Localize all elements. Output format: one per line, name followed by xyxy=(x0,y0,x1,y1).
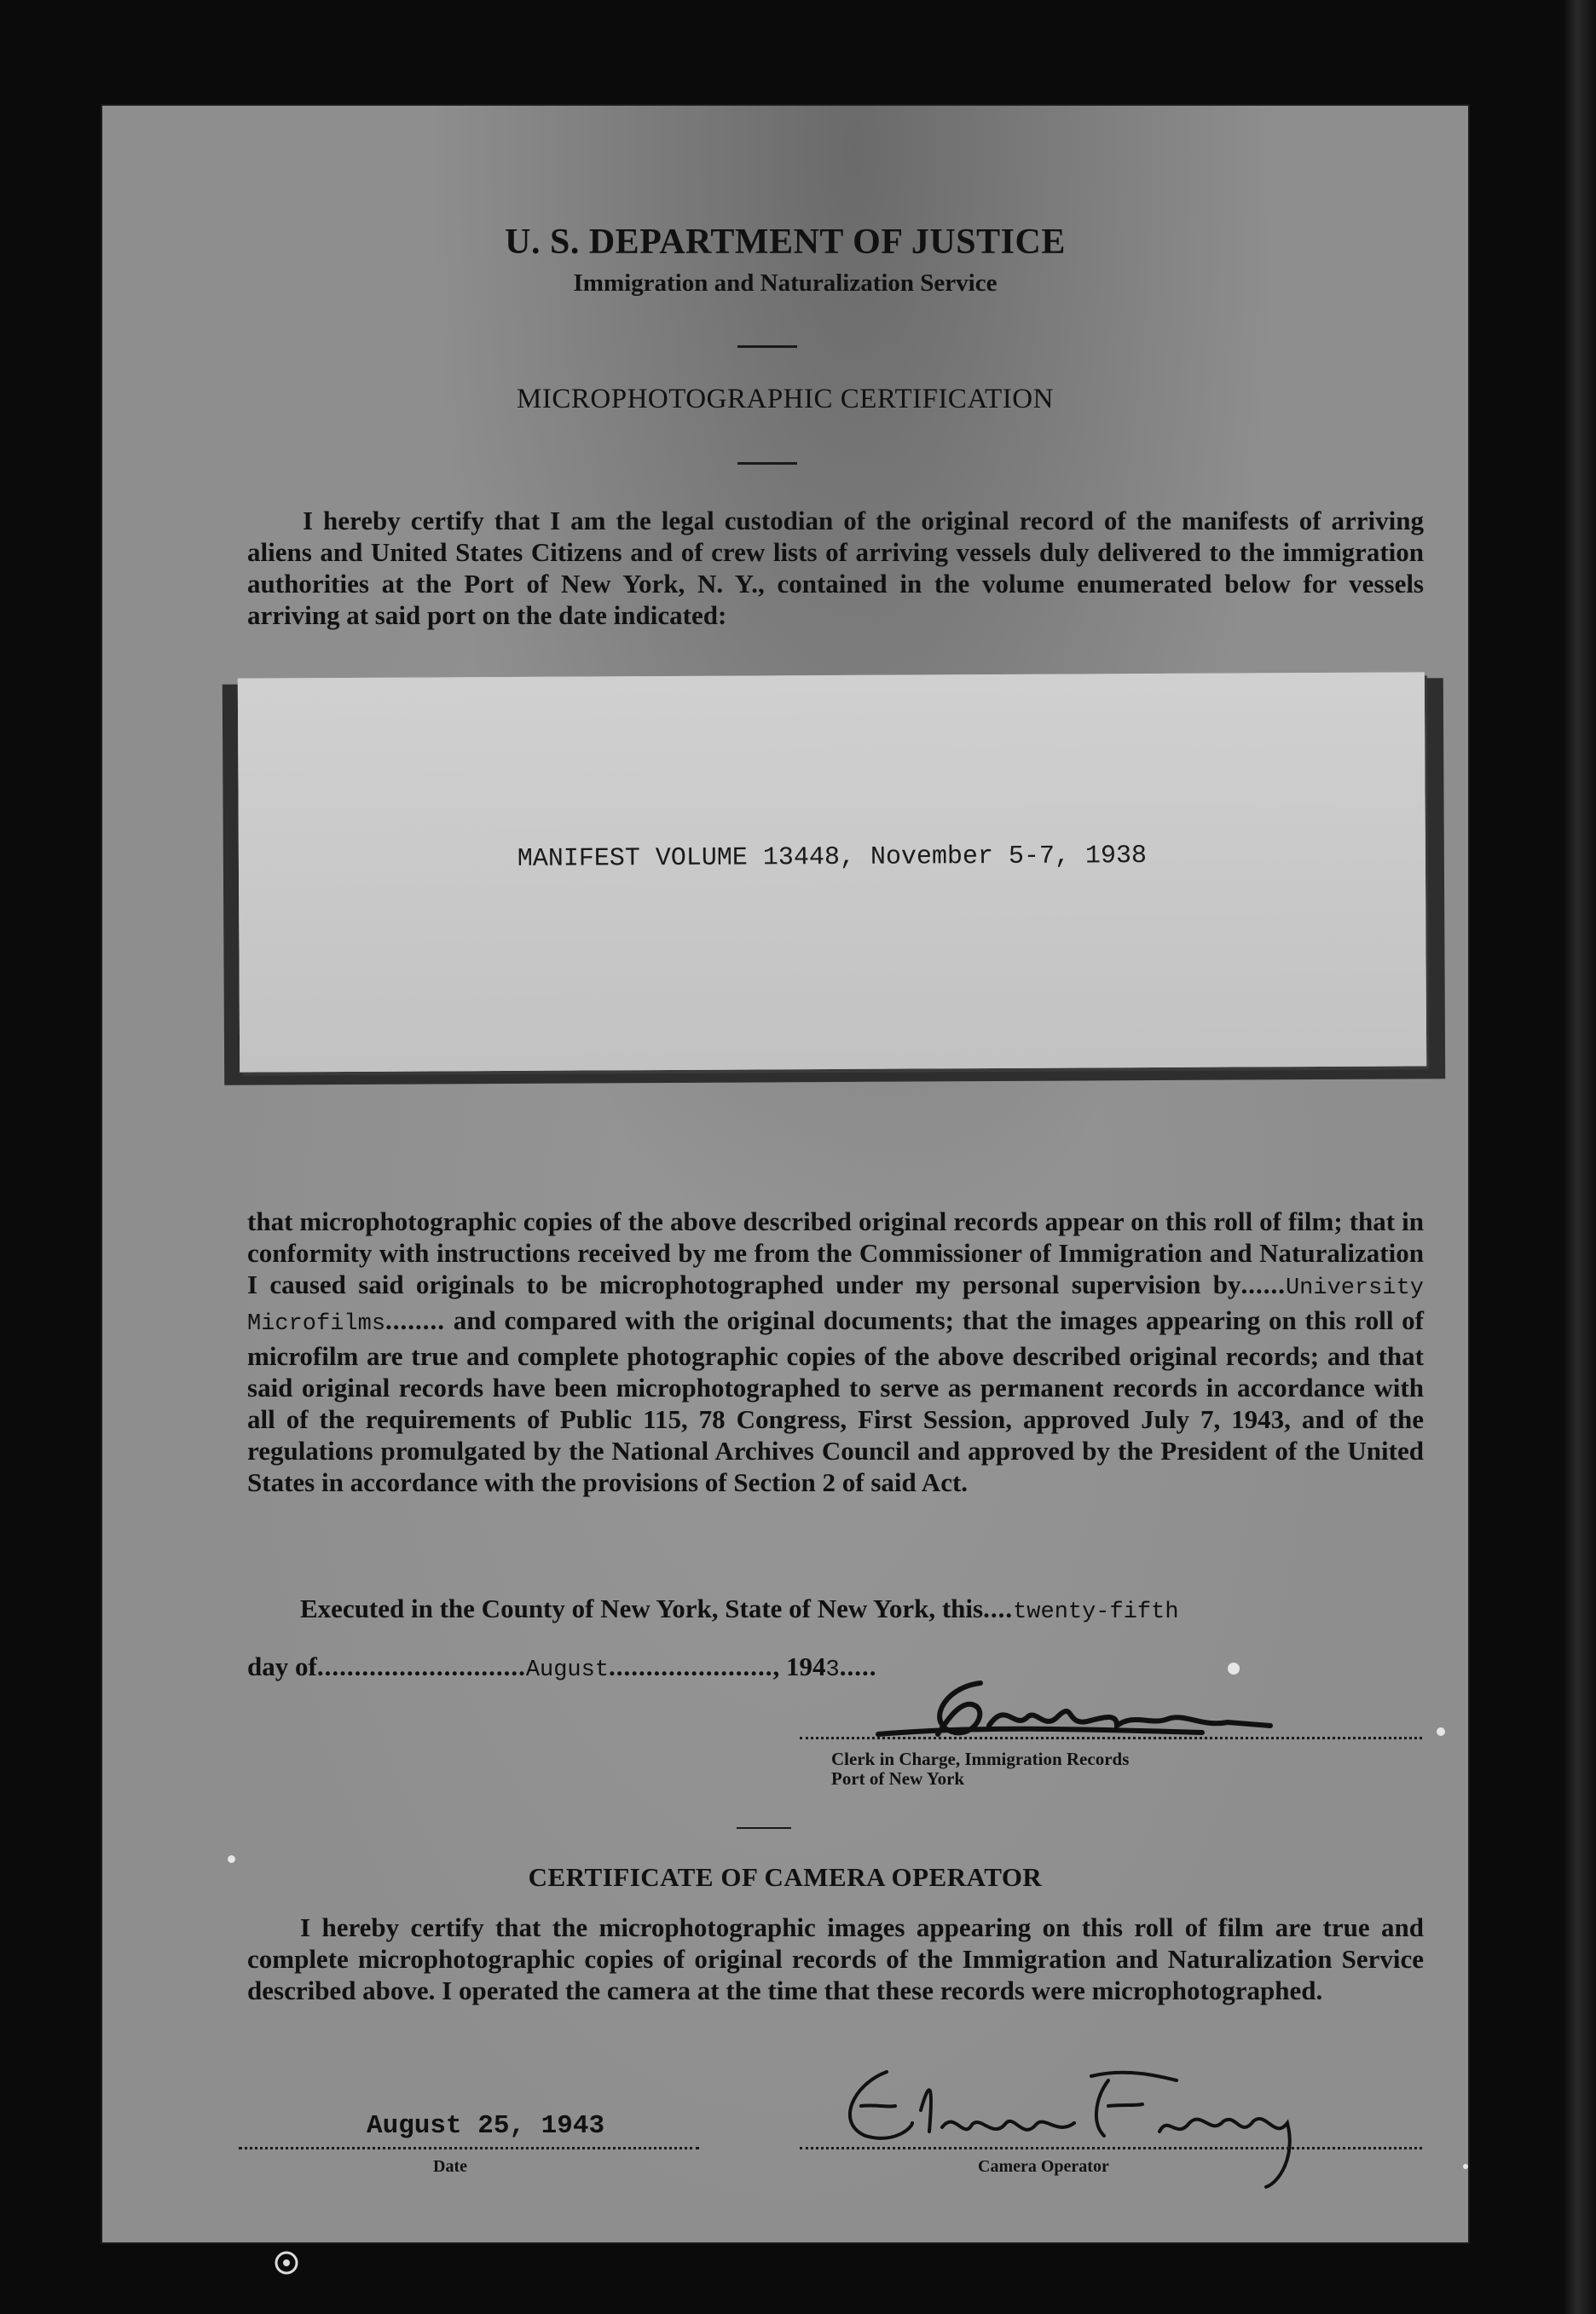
date-signature-line xyxy=(239,2147,699,2149)
body-text-part-2: and compared with the original documents; that the images appearing on this roll of microfilm are true and complete photographic copies of the above described original records; and that said original records have been microphotographed to serve as permanent records in accordance with all of the requirements of Public 115, 78 Congress, First Session, approved July 7, 1943, and of the regulations promulgated by the National Archives Council and approved by the President of the United States in accordance with the provisions of Section 2 of said Act. xyxy=(247,1305,1425,1497)
clerk-signature-line xyxy=(800,1737,1422,1739)
execution-year-digit: 3 xyxy=(825,1657,840,1683)
date-label: Date xyxy=(433,2157,467,2176)
fill-dots: ..... xyxy=(839,1652,877,1681)
execution-year-prefix: 194 xyxy=(786,1652,826,1681)
fill-dots: ...... xyxy=(1240,1270,1286,1299)
fill-dots: .... xyxy=(983,1594,1014,1623)
small-stamp-mark-icon xyxy=(269,2246,304,2280)
body-text-part-1: that microphotographic copies of the above described original records appear on this roll of film; that in conformity with instructions received by me from the Commissioner of Immigration and Naturalization I caused said originals to be microphotographed under my personal supervision by xyxy=(247,1206,1424,1299)
camera-operator-heading: CERTIFICATE OF CAMERA OPERATOR xyxy=(528,1862,1043,1892)
camera-operator-label: Camera Operator xyxy=(978,2157,1109,2176)
camera-operator-signature-line xyxy=(800,2147,1422,2149)
fill-dots: ...................... xyxy=(609,1652,773,1681)
camera-date-value: August 25, 1943 xyxy=(367,2111,605,2141)
certification-title: MICROPHOTOGRAPHIC CERTIFICATION xyxy=(517,384,1054,414)
divider-rule xyxy=(737,345,797,348)
manifest-insert-card xyxy=(238,672,1426,1072)
service-subheading: Immigration and Naturalization Service xyxy=(573,269,998,297)
divider-rule xyxy=(737,462,797,465)
film-speck xyxy=(1228,1663,1240,1675)
executed-prefix: Executed in the County of New York, State of New York, this xyxy=(300,1594,984,1623)
certification-body-paragraph xyxy=(247,1206,1424,1498)
film-speck xyxy=(1463,2164,1468,2169)
department-heading: U. S. DEPARTMENT OF JUSTICE xyxy=(505,223,1066,262)
film-speck xyxy=(228,1855,235,1863)
execution-month-value: August xyxy=(525,1657,610,1683)
clerk-title xyxy=(831,1750,1129,1789)
fill-dots: ............................ xyxy=(316,1652,526,1681)
fill-dots: ........ xyxy=(385,1305,446,1335)
camera-operator-signature xyxy=(801,2063,1432,2191)
execution-day-value: twenty-fifth xyxy=(1013,1600,1179,1625)
divider-rule xyxy=(737,1827,791,1829)
camera-operator-paragraph: I hereby certify that the microphotographic images appearing on this roll of film are true and complete microphotographic copies of original records of the Immigration and Naturalization Service described above. I operated the camera at the time that these records were microphotographed. xyxy=(247,1912,1424,2005)
film-speck xyxy=(1437,1727,1445,1736)
manifest-volume-line: MANIFEST VOLUME 13448, November 5-7, 1938 xyxy=(517,842,1148,874)
film-frame-edge xyxy=(1564,0,1596,2314)
executed-line xyxy=(300,1594,1179,1625)
custodian-paragraph: I hereby certify that I am the legal custodian of the original record of the manifests of arriving aliens and United States Citizens and of crew lists of arriving vessels duly delivered to the immigration authorities at the Port of New York, N. Y., contained in the volume enumerated below for vessels arriving at said port on the date indicated: xyxy=(247,506,1424,630)
clerk-title-line-1: Clerk in Charge, Immigration Records xyxy=(831,1749,1130,1769)
certificate-page xyxy=(102,106,1468,2242)
day-of-line: day of............................August......................, 1943..... xyxy=(247,1652,877,1683)
day-of-label: day of xyxy=(247,1652,317,1681)
clerk-title-line-2: Port of New York xyxy=(831,1768,965,1789)
filmed-by-value: University Microfilms xyxy=(247,1276,1424,1337)
